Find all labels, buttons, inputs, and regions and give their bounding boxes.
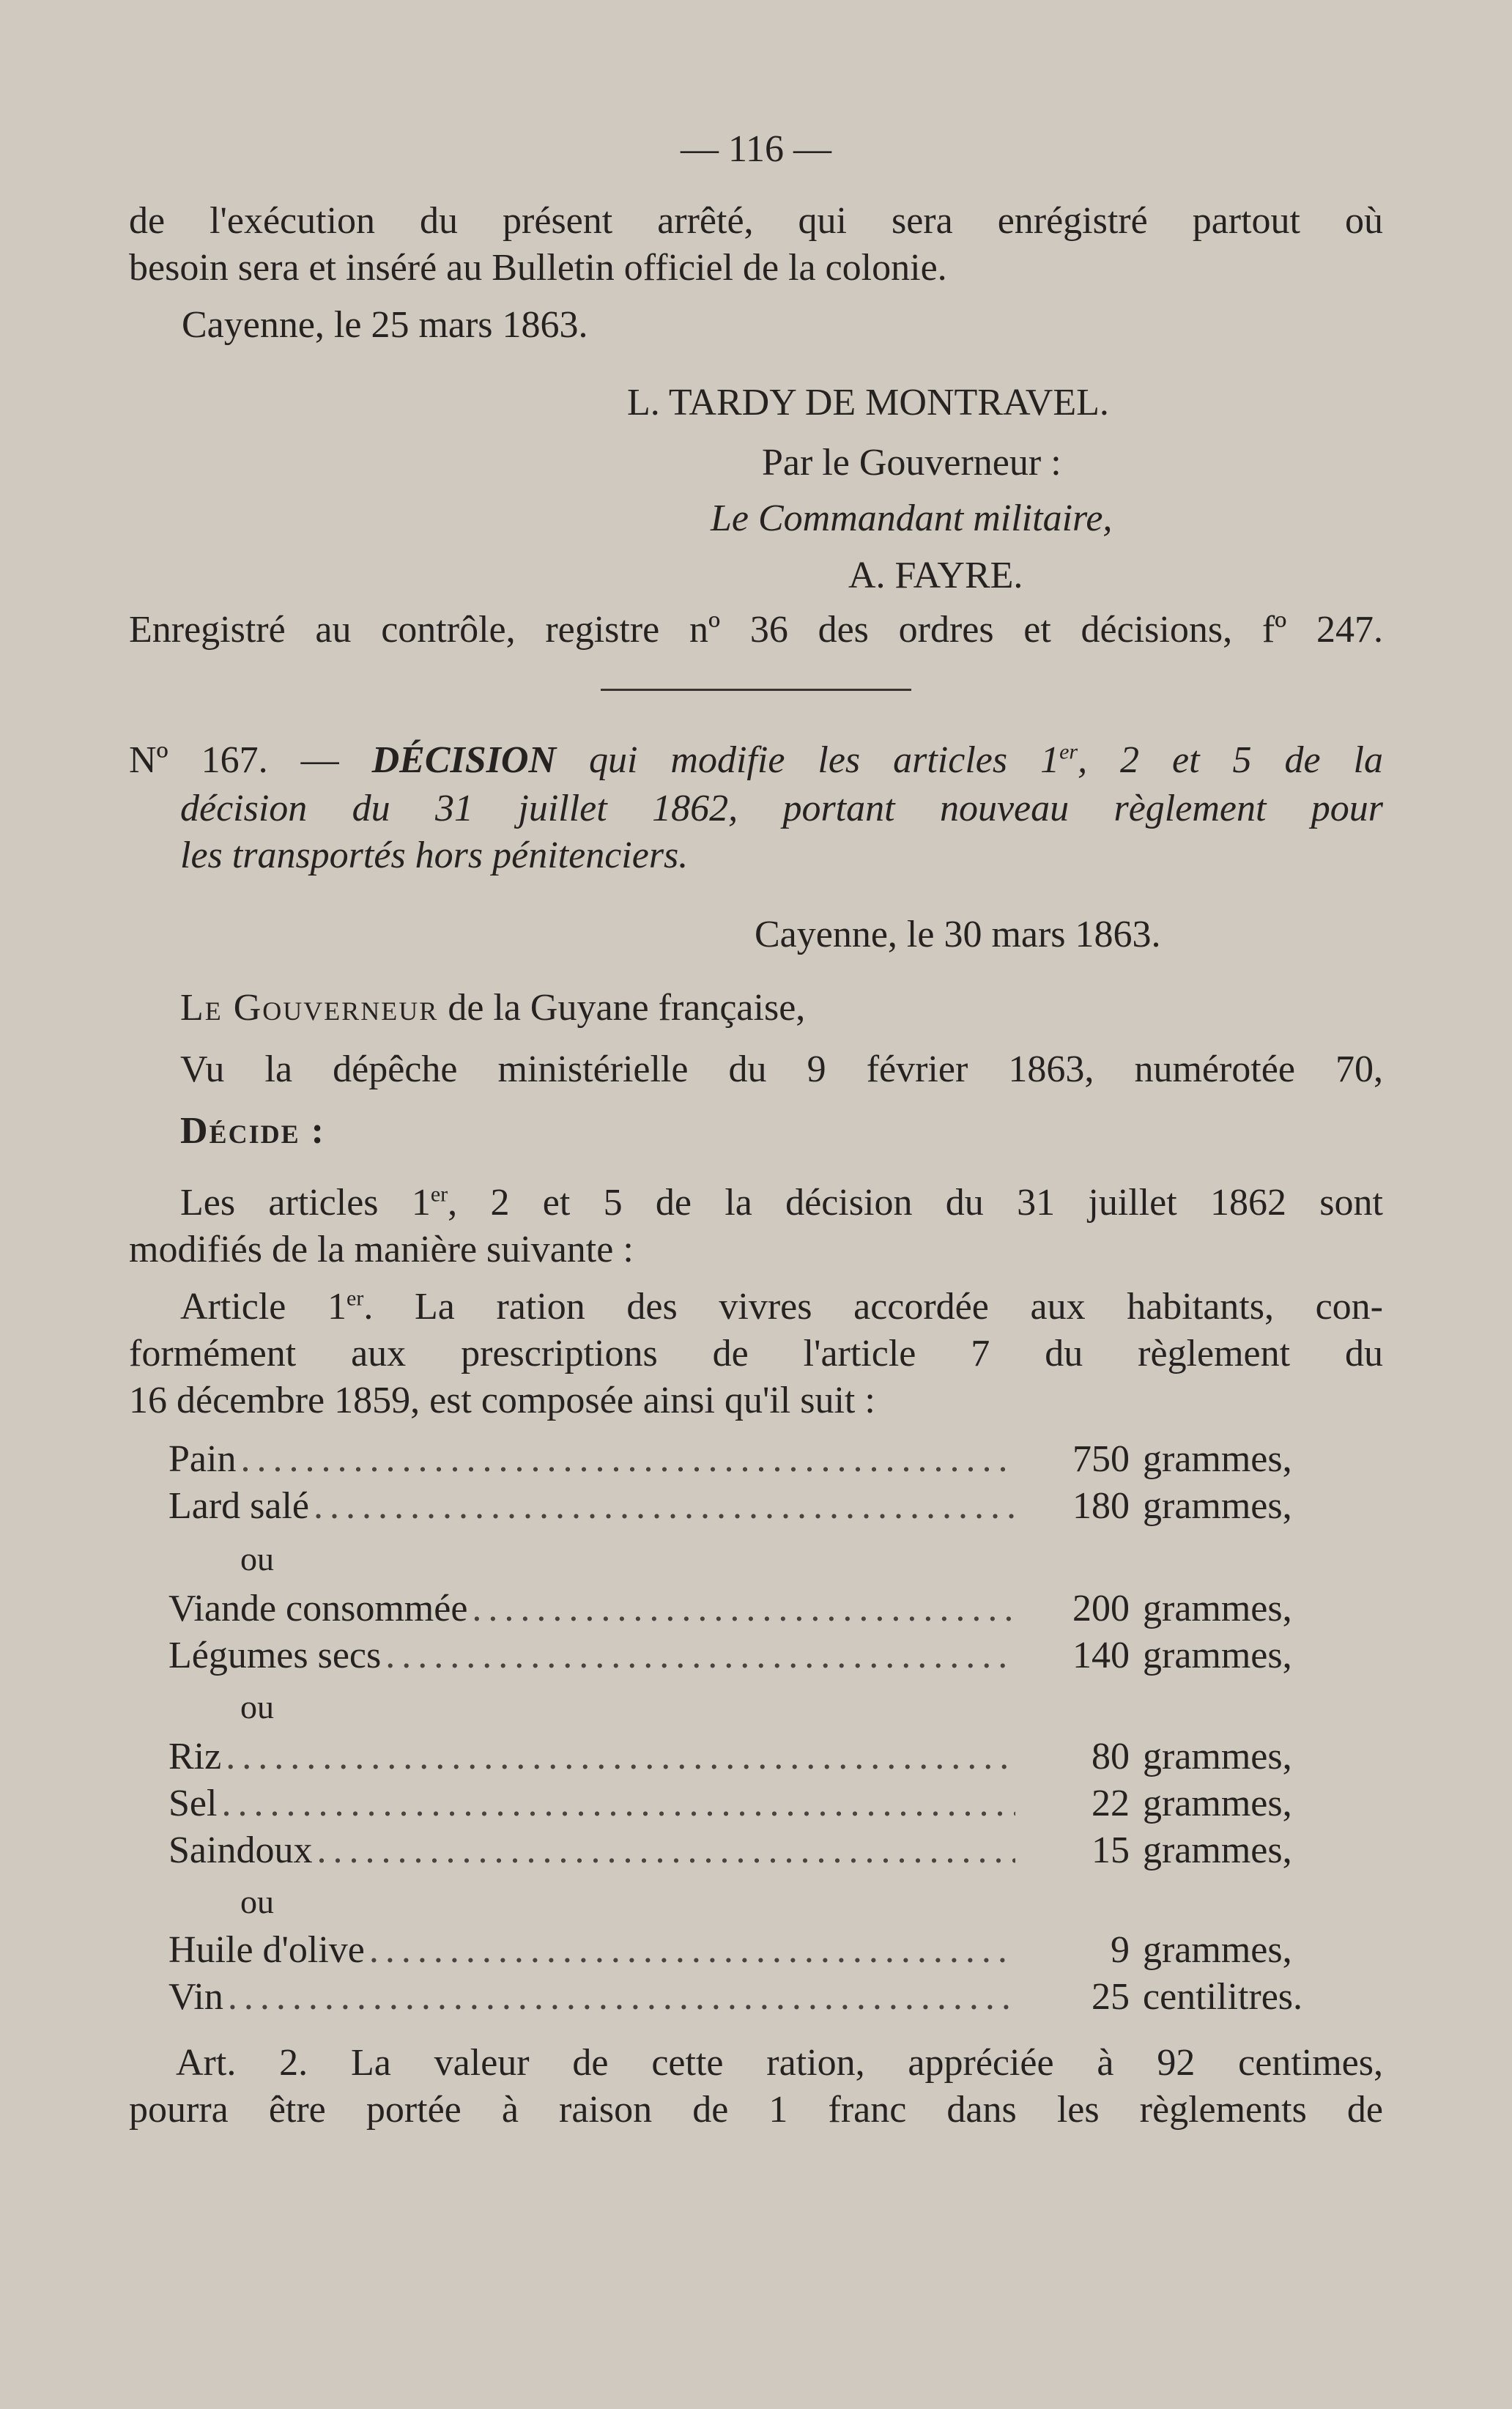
- leader-dots: [472, 1585, 1015, 1632]
- article1-line-2: formément aux prescriptions de l'article 7 du règlement du: [129, 1333, 1383, 1374]
- text-span: . La ration des vivres accordée aux habitants, con-: [363, 1286, 1384, 1328]
- ou-separator: ou: [240, 1883, 274, 1920]
- ration-row: [168, 1927, 1370, 1974]
- place-date: Cayenne, le 25 mars 1863.: [182, 304, 588, 346]
- ration-row: [168, 1585, 1370, 1632]
- decision-title-line: [129, 737, 1383, 784]
- leader-dots: [385, 1632, 1015, 1679]
- ration-item: Huile d'olive: [168, 1929, 365, 1971]
- ration-unit: grammes,: [1143, 1736, 1292, 1777]
- commandant-militaire: Le Commandant militaire,: [711, 497, 1113, 539]
- ration-qty: 80: [1092, 1736, 1130, 1777]
- superscript-er: er: [346, 1286, 364, 1311]
- ration-qty: 22: [1092, 1783, 1130, 1824]
- par-le-gouverneur: Par le Gouverneur :: [762, 442, 1061, 484]
- ration-unit: grammes,: [1143, 1485, 1292, 1527]
- decision-line-3: les transportés hors pénitenciers.: [180, 835, 689, 876]
- separator-rule: [601, 689, 911, 691]
- decision-line-2: décision du 31 juillet 1862, portant nouveau règlement pour: [180, 788, 1383, 829]
- superscript-er: er: [1059, 739, 1078, 764]
- leader-dots: [369, 1927, 1015, 1974]
- article2-line-1: Art. 2. La valeur de cette ration, appréciée à 92 centimes,: [176, 2042, 1383, 2084]
- ration-unit: grammes,: [1143, 1783, 1292, 1824]
- ration-unit: centilitres.: [1143, 1976, 1303, 2018]
- text-span: Article 1: [180, 1286, 347, 1328]
- ration-qty: 25: [1092, 1976, 1130, 2018]
- decide-line: Décide :: [180, 1110, 325, 1152]
- gouverneur-smallcaps: Le Gouverneur: [180, 987, 439, 1029]
- ration-unit: grammes,: [1143, 1635, 1292, 1676]
- ration-item: Viande consommée: [168, 1588, 468, 1629]
- signature-name: L. TARDY DE MONTRAVEL.: [627, 382, 1109, 423]
- article1-line-3: 16 décembre 1859, est composée ainsi qu'il suit :: [129, 1380, 875, 1421]
- signature-fayre: A. FAYRE.: [848, 555, 1023, 596]
- ration-item: Sel: [168, 1783, 218, 1824]
- ration-row: [168, 1436, 1370, 1483]
- ration-qty: 140: [1072, 1635, 1130, 1676]
- text-line: besoin sera et inséré au Bulletin officiel de la colonie.: [129, 247, 947, 289]
- ration-row: [168, 1780, 1370, 1827]
- ration-qty: 180: [1072, 1485, 1130, 1527]
- decision-word: DÉCISION: [371, 739, 557, 781]
- ration-qty: 200: [1072, 1588, 1130, 1629]
- ration-row: [168, 1632, 1370, 1679]
- ration-item: Lard salé: [168, 1485, 310, 1527]
- ou-separator: ou: [240, 1540, 274, 1577]
- ration-item: Pain: [168, 1438, 237, 1480]
- ration-unit: grammes,: [1143, 1438, 1292, 1480]
- gouverneur-rest: de la Guyane française,: [448, 987, 806, 1029]
- ration-qty: 15: [1092, 1829, 1130, 1871]
- ration-unit: grammes,: [1143, 1588, 1292, 1629]
- ration-row: [168, 1483, 1370, 1530]
- ration-row: [168, 1974, 1370, 2021]
- place-date: Cayenne, le 30 mars 1863.: [755, 914, 1161, 955]
- article2-line-2: pourra être portée à raison de 1 franc dans les règlements de: [129, 2089, 1383, 2131]
- ration-item: Riz: [168, 1736, 222, 1777]
- leader-dots: [314, 1483, 1015, 1530]
- ration-qty: 9: [1111, 1929, 1130, 1971]
- decision-number: Nº 167. —: [129, 739, 339, 781]
- leader-dots: [240, 1436, 1015, 1483]
- ration-item: Vin: [168, 1976, 223, 2018]
- ration-qty: 750: [1072, 1438, 1130, 1480]
- text-line: de l'exécution du présent arrêté, qui sera enrégistré partout où: [129, 200, 1383, 242]
- leader-dots: [316, 1827, 1015, 1874]
- ration-item: Saindoux: [168, 1829, 313, 1871]
- ration-item: Légumes secs: [168, 1635, 382, 1676]
- articles-intro-line-2: modifiés de la manière suivante :: [129, 1229, 634, 1270]
- enregistre-line: Enregistré au contrôle, registre nº 36 des ordres et décisions, fº 247.: [129, 609, 1383, 651]
- page-number: — 116 —: [680, 128, 832, 170]
- ration-row: [168, 1733, 1370, 1780]
- text-span: , 2 et 5 de la décision du 31 juillet 1862 sont: [448, 1182, 1383, 1224]
- text-span: Les articles 1: [180, 1182, 431, 1224]
- leader-dots: [228, 1974, 1015, 2021]
- superscript-er: er: [430, 1182, 448, 1207]
- decision-text: , 2 et 5 de la: [1078, 739, 1384, 781]
- articles-intro-line-1: [180, 1180, 1383, 1226]
- decision-text: qui modifie les articles 1: [589, 739, 1060, 781]
- ration-row: [168, 1827, 1370, 1874]
- gouverneur-line: [180, 985, 1383, 1032]
- leader-dots: [221, 1780, 1015, 1827]
- ration-unit: grammes,: [1143, 1829, 1292, 1871]
- article1-line-1: [180, 1284, 1383, 1331]
- ou-separator: ou: [240, 1688, 274, 1725]
- leader-dots: [226, 1733, 1015, 1780]
- vu-line: Vu la dépêche ministérielle du 9 février 1863, numérotée 70,: [180, 1048, 1383, 1090]
- ration-unit: grammes,: [1143, 1929, 1292, 1971]
